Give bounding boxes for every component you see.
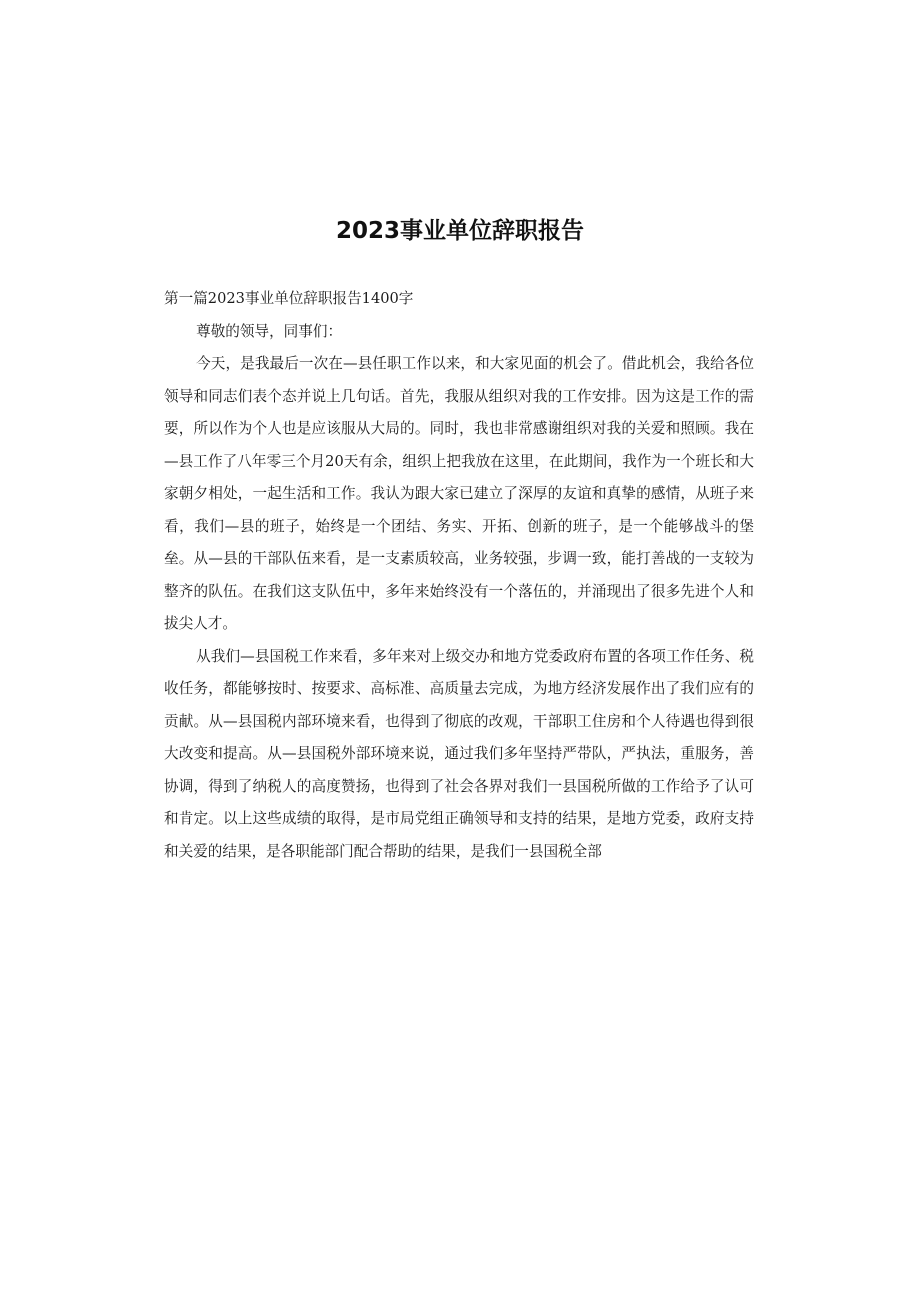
section-heading: 第一篇2023事业单位辞职报告1400字 <box>164 290 414 307</box>
body-paragraph-2: 从我们—县国税工作来看，多年来对上级交办和地方党委政府布置的各项工作任务、税收任务，都能够按时、按要求、高标准、高质量去完成，为地方经济发展作出了我们应有的贡献。从—县国税内部环境来看，也得到了彻底的改观，干部职工住房和个人待遇也得到很大改变和提高。从—县国税外部环境来说，通过我们多年坚持严带队，严执法，重服务，善协调，得到了纳税人的高度赞扬，也得到了社会各界对我们一县国税所做的工作给予了认可和肯定。以上这些成绩的取得，是市局党组正确领导和支持的结果，是地方党委，政府支持和关爱的结果，是各职能部门配合帮助的结果，是我们一县国税全部 <box>164 647 754 860</box>
document-title: 2023事业单位辞职报告 <box>335 218 584 244</box>
body-paragraph-1: 今天，是我最后一次在—县任职工作以来，和大家见面的机会了。借此机会，我给各位领导和同志们表个态并说上几句话。首先，我服从组织对我的工作安排。因为这是工作的需要，所以作为个人也是应该服从大局的。同时，我也非常感谢组织对我的关爱和照顾。我在—县工作了八年零三个月20天有余，组织上把我放在这里，在此期间，我作为一个班长和大家朝夕相处，一起生活和工作。我认为跟大家已建立了深厚的友谊和真挚的感情，从班子来看，我们—县的班子，始终是一个团结、务实、开拓、创新的班子，是一个能够战斗的堡垒。从—县的干部队伍来看，是一支素质较高，业务较强，步调一致，能打善战的一支较为整齐的队伍。在我们这支队伍中，多年来始终没有一个落伍的，并涌现出了很多先进个人和拔尖人才。 <box>164 355 754 632</box>
salutation: 尊敬的领导，同事们： <box>196 322 343 340</box>
document-body <box>164 283 754 868</box>
